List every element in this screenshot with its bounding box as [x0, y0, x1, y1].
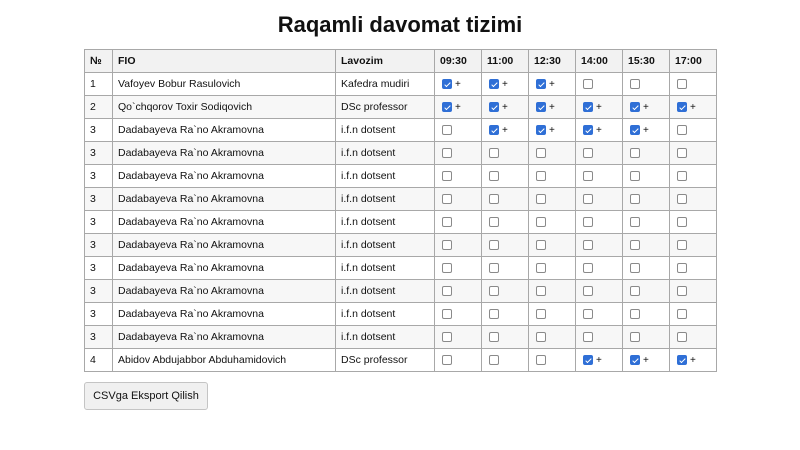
- attendance-cell: [529, 234, 576, 257]
- attendance-cell: [482, 165, 529, 188]
- attendance-checkbox[interactable]: [583, 332, 593, 342]
- row-lavozim: i.f.n dotsent: [336, 211, 435, 234]
- present-mark: +: [690, 101, 696, 113]
- row-number: 1: [85, 73, 113, 96]
- attendance-checkbox[interactable]: [442, 171, 452, 181]
- attendance-cell: [529, 257, 576, 280]
- row-number: 3: [85, 326, 113, 349]
- attendance-cell: [623, 303, 670, 326]
- attendance-cell: [623, 142, 670, 165]
- row-number: 3: [85, 257, 113, 280]
- attendance-checkbox[interactable]: [630, 355, 640, 365]
- attendance-checkbox[interactable]: [536, 148, 546, 158]
- attendance-checkbox[interactable]: [583, 148, 593, 158]
- present-mark: +: [549, 124, 555, 136]
- attendance-checkbox[interactable]: [536, 309, 546, 319]
- attendance-checkbox[interactable]: [630, 240, 640, 250]
- attendance-checkbox[interactable]: [489, 355, 499, 365]
- attendance-cell: [529, 142, 576, 165]
- row-fio: Dadabayeva Ra`no Akramovna: [113, 188, 336, 211]
- attendance-checkbox[interactable]: [442, 309, 452, 319]
- attendance-cell: [576, 165, 623, 188]
- attendance-cell: [482, 280, 529, 303]
- attendance-cell: [529, 326, 576, 349]
- header-time-1100: 11:00: [482, 50, 529, 73]
- attendance-checkbox[interactable]: [677, 171, 687, 181]
- row-fio: Dadabayeva Ra`no Akramovna: [113, 257, 336, 280]
- attendance-cell: [623, 257, 670, 280]
- header-time-1700: 17:00: [670, 50, 717, 73]
- attendance-checkbox[interactable]: [489, 194, 499, 204]
- row-fio: Dadabayeva Ra`no Akramovna: [113, 211, 336, 234]
- attendance-checkbox[interactable]: [489, 102, 499, 112]
- attendance-cell: [482, 257, 529, 280]
- row-number: 2: [85, 96, 113, 119]
- attendance-cell: [670, 142, 717, 165]
- attendance-cell: [529, 303, 576, 326]
- attendance-cell: [482, 303, 529, 326]
- row-lavozim: Kafedra mudiri: [336, 73, 435, 96]
- row-number: 3: [85, 211, 113, 234]
- attendance-cell: [529, 96, 576, 119]
- attendance-cell: [529, 280, 576, 303]
- attendance-cell: [435, 234, 482, 257]
- row-number: 3: [85, 234, 113, 257]
- attendance-checkbox[interactable]: [677, 102, 687, 112]
- attendance-checkbox[interactable]: [536, 125, 546, 135]
- row-number: 3: [85, 142, 113, 165]
- table-body: [85, 73, 717, 372]
- header-time-1230: 12:30: [529, 50, 576, 73]
- attendance-cell: [670, 280, 717, 303]
- attendance-cell: [670, 165, 717, 188]
- present-mark: +: [690, 354, 696, 366]
- attendance-cell: [435, 188, 482, 211]
- row-lavozim: DSc professor: [336, 96, 435, 119]
- attendance-cell: [576, 257, 623, 280]
- attendance-cell: [576, 188, 623, 211]
- attendance-table: [84, 49, 717, 372]
- present-mark: +: [596, 354, 602, 366]
- attendance-cell: [482, 211, 529, 234]
- table-row: [85, 211, 717, 234]
- attendance-checkbox[interactable]: [677, 125, 687, 135]
- attendance-cell: [670, 119, 717, 142]
- attendance-cell: [482, 119, 529, 142]
- attendance-cell: [623, 188, 670, 211]
- attendance-checkbox[interactable]: [489, 286, 499, 296]
- row-number: 3: [85, 188, 113, 211]
- attendance-cell: [435, 96, 482, 119]
- attendance-checkbox[interactable]: [489, 263, 499, 273]
- header-lavozim: Lavozim: [336, 50, 435, 73]
- table-row: [85, 96, 717, 119]
- attendance-checkbox[interactable]: [583, 355, 593, 365]
- row-lavozim: i.f.n dotsent: [336, 142, 435, 165]
- attendance-checkbox[interactable]: [630, 171, 640, 181]
- attendance-checkbox[interactable]: [536, 171, 546, 181]
- attendance-cell: [623, 96, 670, 119]
- header-time-1530: 15:30: [623, 50, 670, 73]
- attendance-checkbox[interactable]: [489, 240, 499, 250]
- attendance-cell: [670, 303, 717, 326]
- attendance-checkbox[interactable]: [677, 309, 687, 319]
- header-time-1400: 14:00: [576, 50, 623, 73]
- attendance-checkbox[interactable]: [442, 217, 452, 227]
- row-lavozim: i.f.n dotsent: [336, 188, 435, 211]
- attendance-checkbox[interactable]: [630, 309, 640, 319]
- header-fio: FIO: [113, 50, 336, 73]
- attendance-cell: [670, 73, 717, 96]
- attendance-checkbox[interactable]: [489, 171, 499, 181]
- attendance-checkbox[interactable]: [677, 355, 687, 365]
- attendance-checkbox[interactable]: [583, 286, 593, 296]
- attendance-checkbox[interactable]: [536, 79, 546, 89]
- table-row: [85, 280, 717, 303]
- attendance-cell: [670, 96, 717, 119]
- attendance-checkbox[interactable]: [583, 263, 593, 273]
- attendance-cell: [529, 165, 576, 188]
- row-lavozim: i.f.n dotsent: [336, 234, 435, 257]
- row-fio: Dadabayeva Ra`no Akramovna: [113, 142, 336, 165]
- row-fio: Dadabayeva Ra`no Akramovna: [113, 165, 336, 188]
- attendance-cell: [670, 188, 717, 211]
- attendance-cell: [435, 349, 482, 372]
- attendance-checkbox[interactable]: [677, 332, 687, 342]
- attendance-cell: [623, 349, 670, 372]
- attendance-checkbox[interactable]: [442, 240, 452, 250]
- attendance-checkbox[interactable]: [489, 217, 499, 227]
- table-row: [85, 303, 717, 326]
- attendance-checkbox[interactable]: [677, 240, 687, 250]
- present-mark: +: [502, 124, 508, 136]
- attendance-cell: [623, 326, 670, 349]
- attendance-cell: [435, 326, 482, 349]
- row-fio: Qo`chqorov Toxir Sodiqovich: [113, 96, 336, 119]
- attendance-cell: [435, 73, 482, 96]
- attendance-cell: [529, 211, 576, 234]
- attendance-checkbox[interactable]: [677, 148, 687, 158]
- attendance-checkbox[interactable]: [630, 148, 640, 158]
- table-row: [85, 165, 717, 188]
- attendance-checkbox[interactable]: [677, 263, 687, 273]
- csv-export-button[interactable]: CSVga Eksport Qilish: [84, 382, 208, 410]
- attendance-checkbox[interactable]: [630, 125, 640, 135]
- attendance-checkbox[interactable]: [583, 194, 593, 204]
- attendance-checkbox[interactable]: [677, 194, 687, 204]
- attendance-checkbox[interactable]: [583, 240, 593, 250]
- attendance-cell: [435, 280, 482, 303]
- attendance-cell: [435, 119, 482, 142]
- attendance-cell: [529, 119, 576, 142]
- attendance-checkbox[interactable]: [630, 263, 640, 273]
- table-row: [85, 234, 717, 257]
- row-number: 3: [85, 165, 113, 188]
- page-title: Raqamli davomat tizimi: [277, 12, 523, 37]
- present-mark: +: [643, 101, 649, 113]
- row-fio: Dadabayeva Ra`no Akramovna: [113, 280, 336, 303]
- attendance-cell: [623, 234, 670, 257]
- attendance-cell: [623, 165, 670, 188]
- row-lavozim: i.f.n dotsent: [336, 119, 435, 142]
- attendance-cell: [435, 142, 482, 165]
- present-mark: +: [549, 101, 555, 113]
- row-number: 3: [85, 280, 113, 303]
- attendance-cell: [482, 349, 529, 372]
- attendance-checkbox[interactable]: [583, 171, 593, 181]
- row-lavozim: i.f.n dotsent: [336, 257, 435, 280]
- attendance-cell: [576, 119, 623, 142]
- attendance-checkbox[interactable]: [489, 309, 499, 319]
- present-mark: +: [643, 124, 649, 136]
- attendance-checkbox[interactable]: [630, 286, 640, 296]
- attendance-cell: [670, 211, 717, 234]
- header-number: №: [85, 50, 113, 73]
- row-number: 4: [85, 349, 113, 372]
- table-row: [85, 349, 717, 372]
- attendance-table-wrapper: [84, 49, 717, 372]
- attendance-cell: [435, 303, 482, 326]
- attendance-checkbox[interactable]: [442, 79, 452, 89]
- attendance-cell: [435, 211, 482, 234]
- row-lavozim: i.f.n dotsent: [336, 165, 435, 188]
- present-mark: +: [596, 124, 602, 136]
- attendance-checkbox[interactable]: [677, 79, 687, 89]
- row-lavozim: i.f.n dotsent: [336, 280, 435, 303]
- table-header-row: [85, 50, 717, 73]
- attendance-cell: [435, 257, 482, 280]
- attendance-checkbox[interactable]: [442, 286, 452, 296]
- present-mark: +: [502, 101, 508, 113]
- attendance-cell: [576, 349, 623, 372]
- attendance-cell: [576, 211, 623, 234]
- attendance-cell: [482, 188, 529, 211]
- row-fio: Vafoyev Bobur Rasulovich: [113, 73, 336, 96]
- attendance-cell: [623, 280, 670, 303]
- present-mark: +: [596, 101, 602, 113]
- attendance-checkbox[interactable]: [630, 79, 640, 89]
- attendance-cell: [482, 73, 529, 96]
- row-fio: Dadabayeva Ra`no Akramovna: [113, 303, 336, 326]
- attendance-checkbox[interactable]: [442, 332, 452, 342]
- row-fio: Abidov Abdujabbor Abduhamidovich: [113, 349, 336, 372]
- attendance-checkbox[interactable]: [442, 102, 452, 112]
- attendance-checkbox[interactable]: [442, 194, 452, 204]
- attendance-cell: [670, 326, 717, 349]
- attendance-checkbox[interactable]: [677, 217, 687, 227]
- attendance-checkbox[interactable]: [536, 286, 546, 296]
- row-number: 3: [85, 119, 113, 142]
- present-mark: +: [549, 78, 555, 90]
- attendance-cell: [623, 119, 670, 142]
- attendance-checkbox[interactable]: [442, 355, 452, 365]
- attendance-cell: [482, 142, 529, 165]
- attendance-checkbox[interactable]: [630, 194, 640, 204]
- attendance-cell: [576, 96, 623, 119]
- attendance-checkbox[interactable]: [536, 332, 546, 342]
- attendance-checkbox[interactable]: [536, 240, 546, 250]
- attendance-checkbox[interactable]: [536, 102, 546, 112]
- row-lavozim: i.f.n dotsent: [336, 326, 435, 349]
- attendance-cell: [623, 211, 670, 234]
- header-time-0930: 09:30: [435, 50, 482, 73]
- attendance-cell: [670, 349, 717, 372]
- attendance-cell: [529, 188, 576, 211]
- row-lavozim: i.f.n dotsent: [336, 303, 435, 326]
- attendance-checkbox[interactable]: [583, 309, 593, 319]
- row-fio: Dadabayeva Ra`no Akramovna: [113, 119, 336, 142]
- attendance-cell: [576, 280, 623, 303]
- table-row: [85, 326, 717, 349]
- attendance-cell: [576, 326, 623, 349]
- attendance-cell: [670, 257, 717, 280]
- present-mark: +: [455, 101, 461, 113]
- row-lavozim: DSc professor: [336, 349, 435, 372]
- attendance-cell: [623, 73, 670, 96]
- attendance-checkbox[interactable]: [630, 217, 640, 227]
- row-fio: Dadabayeva Ra`no Akramovna: [113, 234, 336, 257]
- attendance-checkbox[interactable]: [677, 286, 687, 296]
- attendance-checkbox[interactable]: [536, 263, 546, 273]
- attendance-checkbox[interactable]: [442, 125, 452, 135]
- attendance-checkbox[interactable]: [489, 148, 499, 158]
- attendance-checkbox[interactable]: [630, 332, 640, 342]
- present-mark: +: [643, 354, 649, 366]
- attendance-cell: [670, 234, 717, 257]
- attendance-checkbox[interactable]: [442, 148, 452, 158]
- attendance-checkbox[interactable]: [630, 102, 640, 112]
- attendance-cell: [529, 73, 576, 96]
- table-row: [85, 188, 717, 211]
- attendance-cell: [482, 234, 529, 257]
- attendance-checkbox[interactable]: [536, 355, 546, 365]
- attendance-checkbox[interactable]: [583, 217, 593, 227]
- attendance-checkbox[interactable]: [583, 102, 593, 112]
- attendance-checkbox[interactable]: [536, 194, 546, 204]
- attendance-cell: [576, 73, 623, 96]
- attendance-cell: [576, 142, 623, 165]
- present-mark: +: [455, 78, 461, 90]
- row-fio: Dadabayeva Ra`no Akramovna: [113, 326, 336, 349]
- table-row: [85, 73, 717, 96]
- attendance-checkbox[interactable]: [489, 332, 499, 342]
- attendance-cell: [576, 234, 623, 257]
- attendance-cell: [435, 165, 482, 188]
- attendance-cell: [529, 349, 576, 372]
- table-row: [85, 257, 717, 280]
- present-mark: +: [502, 78, 508, 90]
- attendance-checkbox[interactable]: [583, 125, 593, 135]
- attendance-cell: [482, 96, 529, 119]
- attendance-checkbox[interactable]: [536, 217, 546, 227]
- attendance-checkbox[interactable]: [442, 263, 452, 273]
- attendance-checkbox[interactable]: [489, 125, 499, 135]
- attendance-cell: [482, 326, 529, 349]
- table-row: [85, 119, 717, 142]
- attendance-cell: [576, 303, 623, 326]
- attendance-checkbox[interactable]: [583, 79, 593, 89]
- attendance-checkbox[interactable]: [489, 79, 499, 89]
- table-row: [85, 142, 717, 165]
- row-number: 3: [85, 303, 113, 326]
